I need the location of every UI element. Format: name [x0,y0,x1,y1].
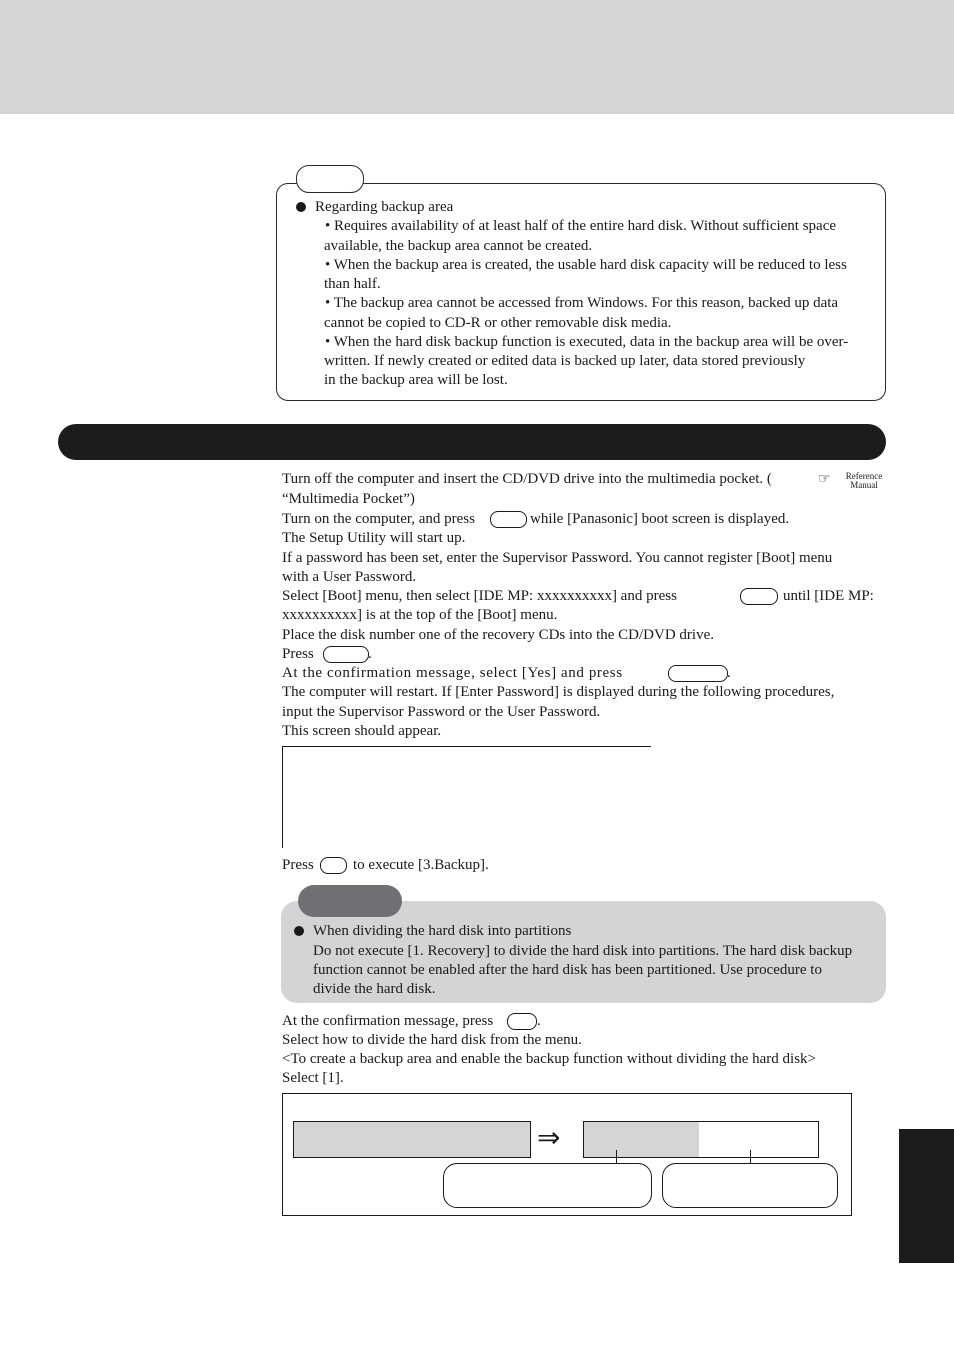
step-text: The computer will restart. If [Enter Password] is displayed during the following procedures, [282,684,835,700]
step-text: At the confirmation message, press [282,1013,494,1029]
step-text: Press [282,857,314,873]
disk-after-partition-b [699,1121,819,1158]
step-text: Select [Boot] menu, then select [IDE MP: xxxxxxxxxx] and press [282,588,677,604]
step-text: . [537,1013,541,1029]
bullet-icon [296,202,306,212]
caution-line: Do not execute [1. Recovery] to divide the hard disk into partitions. The hard disk backup [313,943,853,959]
step-text: If a password has been set, enter the Supervisor Password. You cannot register [Boot] menu [282,550,833,566]
step-text: xxxxxxxxxx] is at the top of the [Boot] menu. [282,607,558,623]
note-line: • Requires availability of at least half of the entire hard disk. Without sufficient space [325,218,837,234]
note-line: • When the hard disk backup function is executed, data in the backup area will be over- [325,334,849,350]
step-text: Place the disk number one of the recovery CDs into the CD/DVD drive. [282,627,714,643]
note-line: • The backup area cannot be accessed from Windows. For this reason, backed up data [325,295,839,311]
step-text: while [Panasonic] boot screen is displayed. [530,511,790,527]
f10-key-icon [323,646,369,663]
screen-frame-left [282,746,283,848]
disk-after-partition-a [583,1121,700,1158]
header-band [0,0,954,114]
step-text: Select how to divide the hard disk from the menu. [282,1032,582,1048]
key-y-icon [507,1013,537,1030]
step-text: until [IDE MP: [783,588,874,604]
caution-tab [298,885,402,917]
bullet-icon [294,926,304,936]
step-text: with a User Password. [282,569,417,585]
step-text: Turn off the computer and insert the CD/DVD drive into the multimedia pocket. ( [282,471,772,487]
step-text: . [368,646,372,662]
caution-line: divide the hard disk. [313,981,436,997]
enter-key-icon [668,665,728,682]
screen-frame-top [282,746,651,747]
callout-box-right [662,1163,838,1208]
right-double-arrow-icon: ⇒ [537,1121,561,1154]
reference-label: Reference [845,471,883,481]
key-3-icon [320,857,347,874]
reference-manual-label [840,472,888,490]
step-text: input the Supervisor Password or the User Password. [282,704,601,720]
note-tab [296,165,364,193]
reference-hand-icon: ☞ [818,471,831,487]
callout-leader [750,1150,751,1164]
step-text: Turn on the computer, and press [282,511,475,527]
f6-key-icon [740,588,778,605]
step-text: to execute [3.Backup]. [353,857,489,873]
callout-leader [616,1150,617,1164]
caution-line: function cannot be enabled after the hard disk has been partitioned. Use procedure to [313,962,822,978]
chapter-side-tab [899,1129,954,1263]
note-line: • When the backup area is created, the usable hard disk capacity will be reduced to less [325,257,847,273]
note-line: cannot be copied to CD-R or other removable disk media. [324,315,672,331]
step-text: Press [282,646,314,662]
note-line: written. If newly created or edited data is backed up later, data stored previously [324,353,806,369]
caution-heading: When dividing the hard disk into partitions [313,923,572,939]
section-header-band [58,424,886,460]
manual-label: Manual [850,480,878,490]
callout-box-left [443,1163,652,1208]
step-text: At the confirmation message, select [Yes] and press [282,665,623,681]
note-line: in the backup area will be lost. [324,372,508,388]
disk-before-bar [293,1121,531,1158]
f2-key-icon [490,511,527,528]
note-line: available, the backup area cannot be created. [324,238,593,254]
note-line: than half. [324,276,381,292]
step-text: Select [1]. [282,1070,344,1086]
step-text: The Setup Utility will start up. [282,530,466,546]
step-text: “Multimedia Pocket”) [282,491,415,507]
step-text: . [727,665,731,681]
step-text: This screen should appear. [282,723,442,739]
note-heading: Regarding backup area [315,199,454,215]
step-text: <To create a backup area and enable the backup function without dividing the hard disk> [282,1051,817,1067]
